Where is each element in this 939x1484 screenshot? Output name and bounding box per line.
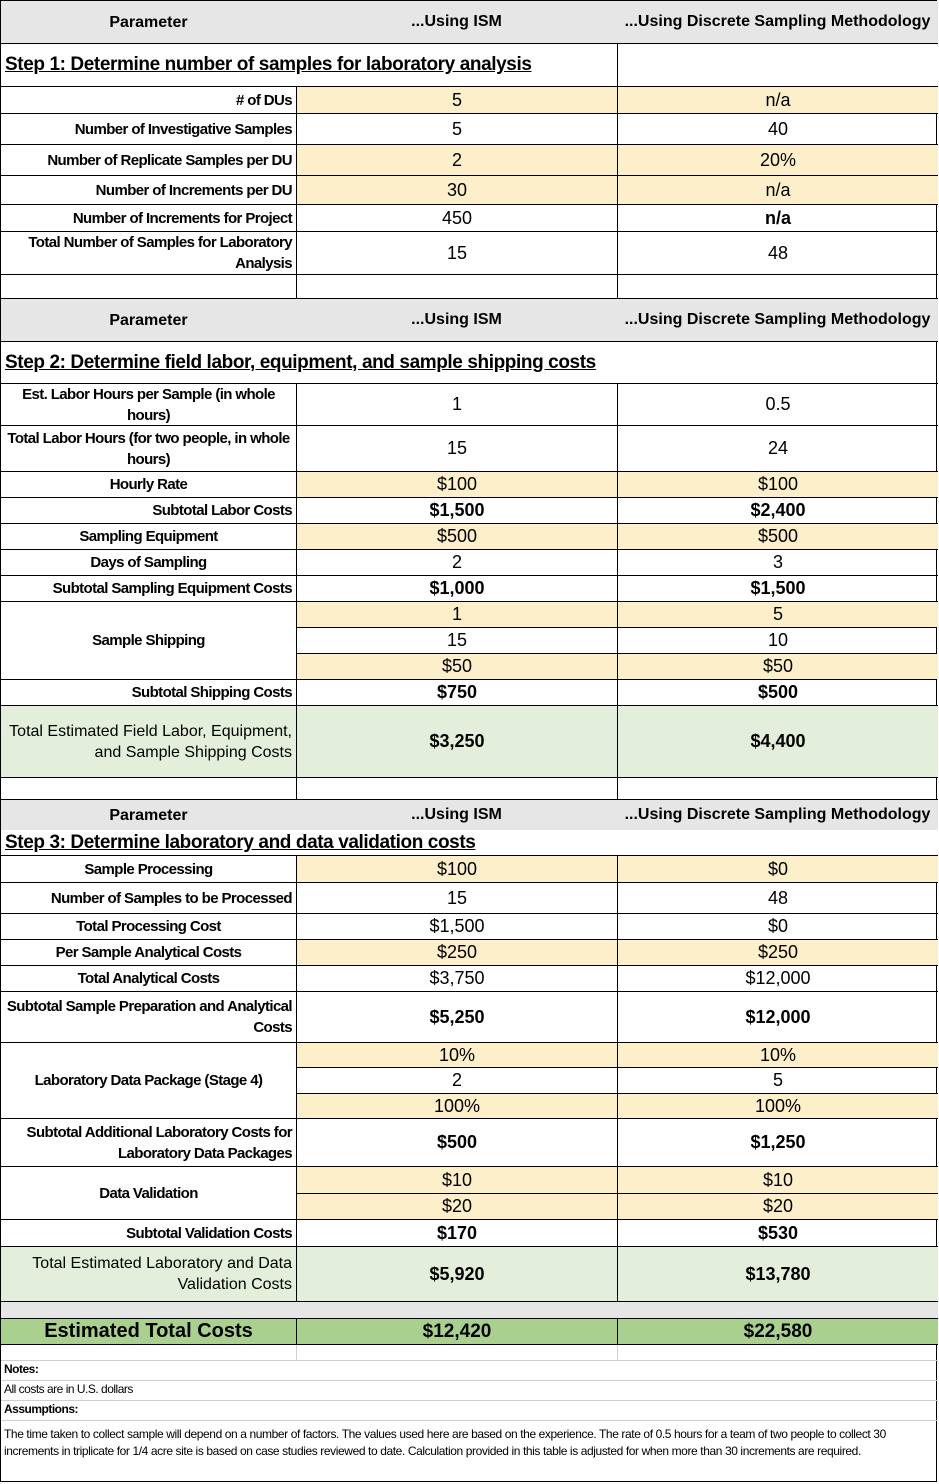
table-header: Parameter ...Using ISM ...Using Discrete Sampling Methodology <box>1 299 938 342</box>
notes-assumptions: Assumptions: <box>4 1402 79 1416</box>
table-row: Total Analytical Costs $3,750 $12,000 <box>1 966 938 992</box>
table-row: Subtotal Labor Costs $1,500 $2,400 <box>1 498 938 524</box>
table-row: Subtotal Validation Costs $170 $530 <box>1 1220 938 1247</box>
spacer-row <box>1 778 938 800</box>
grand-total-label: Estimated Total Costs <box>44 1320 253 1342</box>
step1-title-row <box>1 44 938 87</box>
notes-currency: All costs are in U.S. dollars <box>4 1382 133 1396</box>
table-row: Subtotal Sample Preparation and Analytical Costs $5,250 $12,000 <box>1 992 938 1043</box>
table-row: Number of Samples to be Processed 15 48 <box>1 883 938 914</box>
table-row: 2 5 <box>296 1068 938 1094</box>
notes-text: The time taken to collect sample will depend on a number of factors. The values used here are based on the experience. The rate of 0.5 hours for a team of two people to collect 30 increments in triplicate for 1/4 acre site is based on case studies reviewed to date. Calculation provided in this table is adjusted for when more than 30 increments are required. <box>4 1427 886 1458</box>
table-row: Days of Sampling 2 3 <box>1 550 938 576</box>
discrete-header: ...Using Discrete Sampling Methodology <box>624 13 931 30</box>
table-row: $50 $50 <box>296 654 936 680</box>
table-row: Subtotal Additional Laboratory Costs for Laboratory Data Packages $500 $1,250 <box>1 1119 938 1167</box>
table-row: # of DUs 5 n/a <box>1 87 938 114</box>
step3-total-row: Total Estimated Laboratory and Data Validation Costs $5,920 $13,780 <box>1 1247 938 1302</box>
parameter-header: Parameter <box>109 13 188 31</box>
step1-title: Step 1: Determine number of samples for laboratory analysis <box>5 54 532 75</box>
sample-shipping-label: Sample Shipping <box>1 602 296 680</box>
grand-total-discrete: $22,580 <box>617 1319 938 1344</box>
table-row: Per Sample Analytical Costs $250 $250 <box>1 940 938 966</box>
step3-title: Step 3: Determine laboratory and data validation costs <box>5 832 476 853</box>
table-header: Parameter ...Using ISM ...Using Discrete Sampling Methodology <box>1 800 938 830</box>
table-row: 15 10 <box>296 628 936 654</box>
table-row: Number of Increments for Project 450 n/a <box>1 205 938 232</box>
ism-header: ...Using ISM <box>411 13 502 30</box>
table-row: Subtotal Sampling Equipment Costs $1,000 $1,500 <box>1 576 938 602</box>
lab-data-package-label: Laboratory Data Package (Stage 4) <box>1 1043 296 1119</box>
step2-title: Step 2: Determine field labor, equipment, and sample shipping costs <box>5 352 596 373</box>
table-row: Number of Increments per DU 30 n/a <box>1 176 938 205</box>
table-row: Hourly Rate $100 $100 <box>1 472 938 498</box>
table-row: 10% 10% <box>296 1043 938 1068</box>
table-row: Total Processing Cost $1,500 $0 <box>1 914 938 940</box>
data-validation-label: Data Validation <box>1 1167 296 1220</box>
spacer-row <box>1 1302 938 1318</box>
table-row: Sampling Equipment $500 $500 <box>1 524 938 550</box>
table-row: Sample Processing $100 $0 <box>1 856 938 883</box>
grand-total-ism: $12,420 <box>296 1319 617 1344</box>
notes-heading: Notes: <box>4 1362 39 1376</box>
step3-title-row <box>1 830 938 856</box>
table-row: Number of Investigative Samples 5 40 <box>1 114 938 145</box>
table-row: $20 $20 <box>296 1194 938 1220</box>
table-row: $10 $10 <box>296 1167 938 1194</box>
table-row: Est. Labor Hours per Sample (in whole hours) 1 0.5 <box>1 384 938 426</box>
step2-total-row: Total Estimated Field Labor, Equipment, and Sample Shipping Costs $3,250 $4,400 <box>1 706 938 778</box>
table-row: Total Labor Hours (for two people, in whole hours) 15 24 <box>1 426 938 472</box>
grand-total-row <box>1 1318 938 1345</box>
step2-title-row <box>1 342 938 384</box>
table-row: 1 5 <box>296 602 936 628</box>
spacer-row <box>1 275 938 299</box>
table-row: Total Number of Samples for Laboratory Analysis 15 48 <box>1 232 938 275</box>
table-header <box>1 1 938 44</box>
table-row: Subtotal Shipping Costs $750 $500 <box>1 680 938 706</box>
table-row: Number of Replicate Samples per DU 2 20% <box>1 145 938 176</box>
table-row: 100% 100% <box>296 1094 938 1119</box>
